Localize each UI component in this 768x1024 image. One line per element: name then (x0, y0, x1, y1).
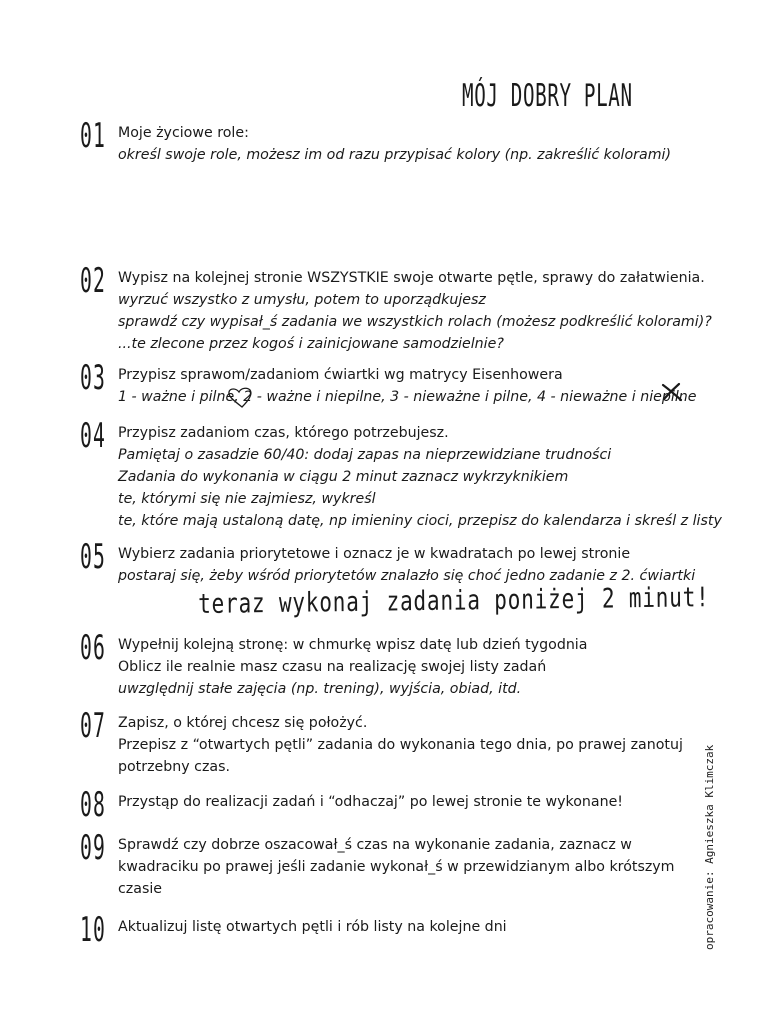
step-line: potrzebny czas. (118, 759, 231, 775)
step-number: 08 (80, 785, 107, 825)
step-line: sprawdź czy wypisał_ś zadania we wszystkich rolach (możesz podkreślić kolorami)? (118, 314, 712, 330)
step-number: 06 (80, 628, 107, 668)
step-line: ...te zlecone przez kogoś i zainicjowane samodzielnie? (118, 336, 504, 352)
step-line: Zapisz, o której chcesz się położyć. (118, 715, 368, 731)
step-line: uwzględnij stałe zajęcia (np. trening), wyjścia, obiad, itd. (118, 681, 522, 697)
step-line: kwadraciku po prawej jeśli zadanie wykonał_ś w przewidzianym albo krótszym (118, 859, 675, 875)
step-line: 1 - ważne i pilne, 2 - ważne i niepilne, 3 - nieważne i pilne, 4 - nieważne i niepilne (118, 389, 697, 405)
step-05 (80, 537, 720, 587)
step-number: 01 (80, 116, 107, 156)
step-03 (80, 358, 720, 408)
step-number: 07 (80, 706, 107, 746)
step-09 (80, 828, 720, 900)
step-number: 05 (80, 537, 107, 577)
step-line: czasie (118, 881, 163, 897)
step-line: te, którymi się nie zajmiesz, wykreśl (118, 491, 376, 507)
step-number: 03 (80, 358, 107, 398)
step-06 (80, 628, 720, 700)
step-line: wyrzuć wszystko z umysłu, potem to uporządkujesz (118, 292, 486, 308)
step-line: Pamiętaj o zasadzie 60/40: dodaj zapas na nieprzewidziane trudności (118, 447, 612, 463)
step-07 (80, 706, 720, 778)
step-line: Przypisz zadaniom czas, którego potrzebujesz. (118, 425, 449, 441)
step-line: Zadania do wykonania w ciągu 2 minut zaznacz wykrzyknikiem (118, 469, 569, 485)
step-line: Przepisz z “otwartych pętli” zadania do wykonania tego dnia, po prawej zanotuj (118, 737, 683, 753)
cross-mark-icon (661, 382, 683, 402)
step-number: 04 (80, 416, 107, 456)
step-line: Sprawdź czy dobrze oszacował_ś czas na wykonanie zadania, zaznacz w (118, 837, 632, 853)
step-line: Przypisz sprawom/zadaniom ćwiartki wg matrycy Eisenhowera (118, 367, 563, 383)
step-10 (80, 910, 720, 950)
step-line: postaraj się, żeby wśród priorytetów znalazło się choć jedno zadanie z 2. ćwiartki (118, 568, 696, 584)
step-line: Wybierz zadania priorytetowe i oznacz je w kwadratach po lewej stronie (118, 546, 631, 562)
step-04 (80, 416, 722, 532)
step-line: Oblicz ile realnie masz czasu na realizację swojej listy zadań (118, 659, 547, 675)
heart-icon (225, 386, 259, 410)
step-line: Moje życiowe role: (118, 125, 249, 141)
step-02 (80, 261, 720, 355)
step-line: Wypełnij kolejną stronę: w chmurkę wpisz datę lub dzień tygodnia (118, 637, 588, 653)
step-01 (80, 116, 720, 166)
step-number: 02 (80, 261, 107, 301)
page-title: MÓJ DOBRY PLAN (462, 78, 633, 114)
handwritten-note: teraz wykonaj zadania poniżej 2 minut! (198, 582, 710, 620)
step-line: określ swoje role, możesz im od razu przypisać kolory (np. zakreślić kolorami) (118, 147, 672, 163)
step-line: Aktualizuj listę otwartych pętli i rób listy na kolejne dni (118, 919, 507, 935)
step-08 (80, 785, 720, 825)
step-line: Przystąp do realizacji zadań i “odhaczaj” po lewej stronie te wykonane! (118, 794, 623, 810)
step-line: te, które mają ustaloną datę, np imieniny cioci, przepisz do kalendarza i skreśl z listy (118, 513, 722, 529)
author-credit: opracowanie: Agnieszka Klimczak (703, 744, 716, 950)
step-number: 09 (80, 828, 107, 868)
step-number: 10 (80, 910, 107, 950)
step-line: Wypisz na kolejnej stronie WSZYSTKIE swoje otwarte pętle, sprawy do załatwienia. (118, 270, 705, 286)
